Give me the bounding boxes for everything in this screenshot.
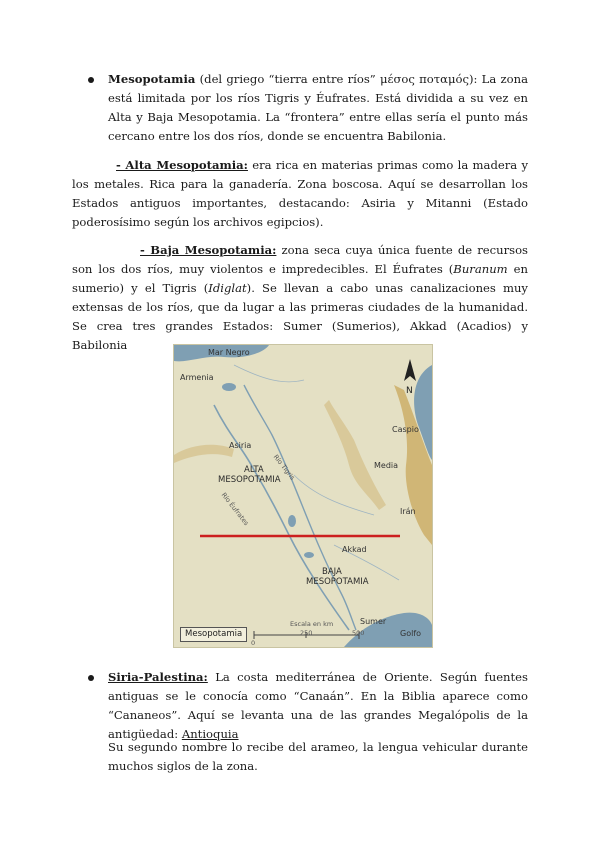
siria-palestina-title: Siria-Palestina: [108,670,208,684]
greek-term: μέσος ποταμός [379,72,469,86]
alta-mesopotamia-paragraph: - Alta Mesopotamia: era rica en materias primas como la madera y los metales. Rica para la ganadería. Zona boscosa. Aquí se desarrollan los Estados antiguos importantes, destacando: Asiria y Mitanni (Estado poderosísimo según los archivos egipcios). [72,158,529,229]
map-label-baja: BAJA [322,567,342,577]
map-label-eufrates: Río Éufrates [219,491,251,528]
north-arrow-icon [404,359,416,396]
map-label-baja-mesopotamia: MESOPOTAMIA [306,577,369,587]
bullet-marker [88,77,94,83]
map-graphic [174,345,432,647]
map-label-mar-negro: Mar Negro [208,348,250,357]
map-label-golfo: Golfo [400,629,422,638]
scale-tick-0: 0 [251,639,256,647]
map-label-alta-mesopotamia: MESOPOTAMIA [218,475,281,485]
map-label-armenia: Armenia [180,373,214,382]
mountain-ridge [324,400,386,510]
river [234,365,304,382]
mesopotamia-title: Mesopotamia [108,72,196,86]
map-label-sumer: Sumer [360,617,387,626]
scale-tick-250: 250 [300,629,313,637]
map-label-asiria: Asiria [229,441,252,450]
siria-palestina-paragraph: Siria-Palestina: La costa mediterránea de Oriente. Según fuentes antiguas se le conocía como “Canaán”. En la Biblia aparece como “Cananeos”. Aquí se levanta una de las grandes Megalópolis de la antigüedad: Antioquia [108,670,528,741]
taurus-ridge [174,445,234,463]
lake-van [222,383,236,391]
scale-tick-500: 500 [352,629,365,637]
svg-text:N: N [406,386,413,396]
map-label-iran: Irán [400,507,416,516]
map-label-alta: ALTA [244,465,264,475]
mesopotamia-paragraph: Mesopotamia (del griego “tierra entre ríos” μέσος ποταμός): La zona está limitada por los ríos Tigris y Éufrates. Está dividida a su vez en Alta y Baja Mesopotamia. La “frontera” entre ellas sería el punto más cercano entre los dos ríos, donde se encuentra Babilonia. [108,72,528,143]
alta-mesopotamia-title: - Alta Mesopotamia: [116,158,248,172]
lake [304,552,314,558]
bullet-marker [88,675,94,681]
baja-mesopotamia-paragraph: - Baja Mesopotamia: zona seca cuya única fuente de recursos son los dos ríos, muy violentos e impredecibles. El Éufrates (Buranum en sumerio) y el Tigris (Idiglat). Se llevan a cabo unas canalizaciones muy extensas de los ríos, que da lugar a las primeras ciudades de la humanidad. Se crea tres grandes Estados: Sumer (Sumerios), Akkad (Acadios) y Babilonia [72,243,529,352]
baja-mesopotamia-title: - Baja Mesopotamia: [140,243,277,257]
siria-palestina-second-paragraph: Su segundo nombre lo recibe del arameo, la lengua vehicular durante muchos siglos de la zona. [108,740,528,773]
antioquia-link[interactable]: Antioquia [181,727,239,741]
euphrates-river [214,405,349,630]
map-label-akkad: Akkad [342,545,367,554]
map-label-caspio: Caspio [392,425,419,434]
lake [288,515,296,527]
map-label-media: Media [374,461,399,470]
map-caption: Mesopotamia [180,627,247,642]
mesopotamia-map [173,344,433,648]
scale-title: Escala en km [290,620,334,628]
map-label-tigris: Río Tigris [271,453,297,482]
